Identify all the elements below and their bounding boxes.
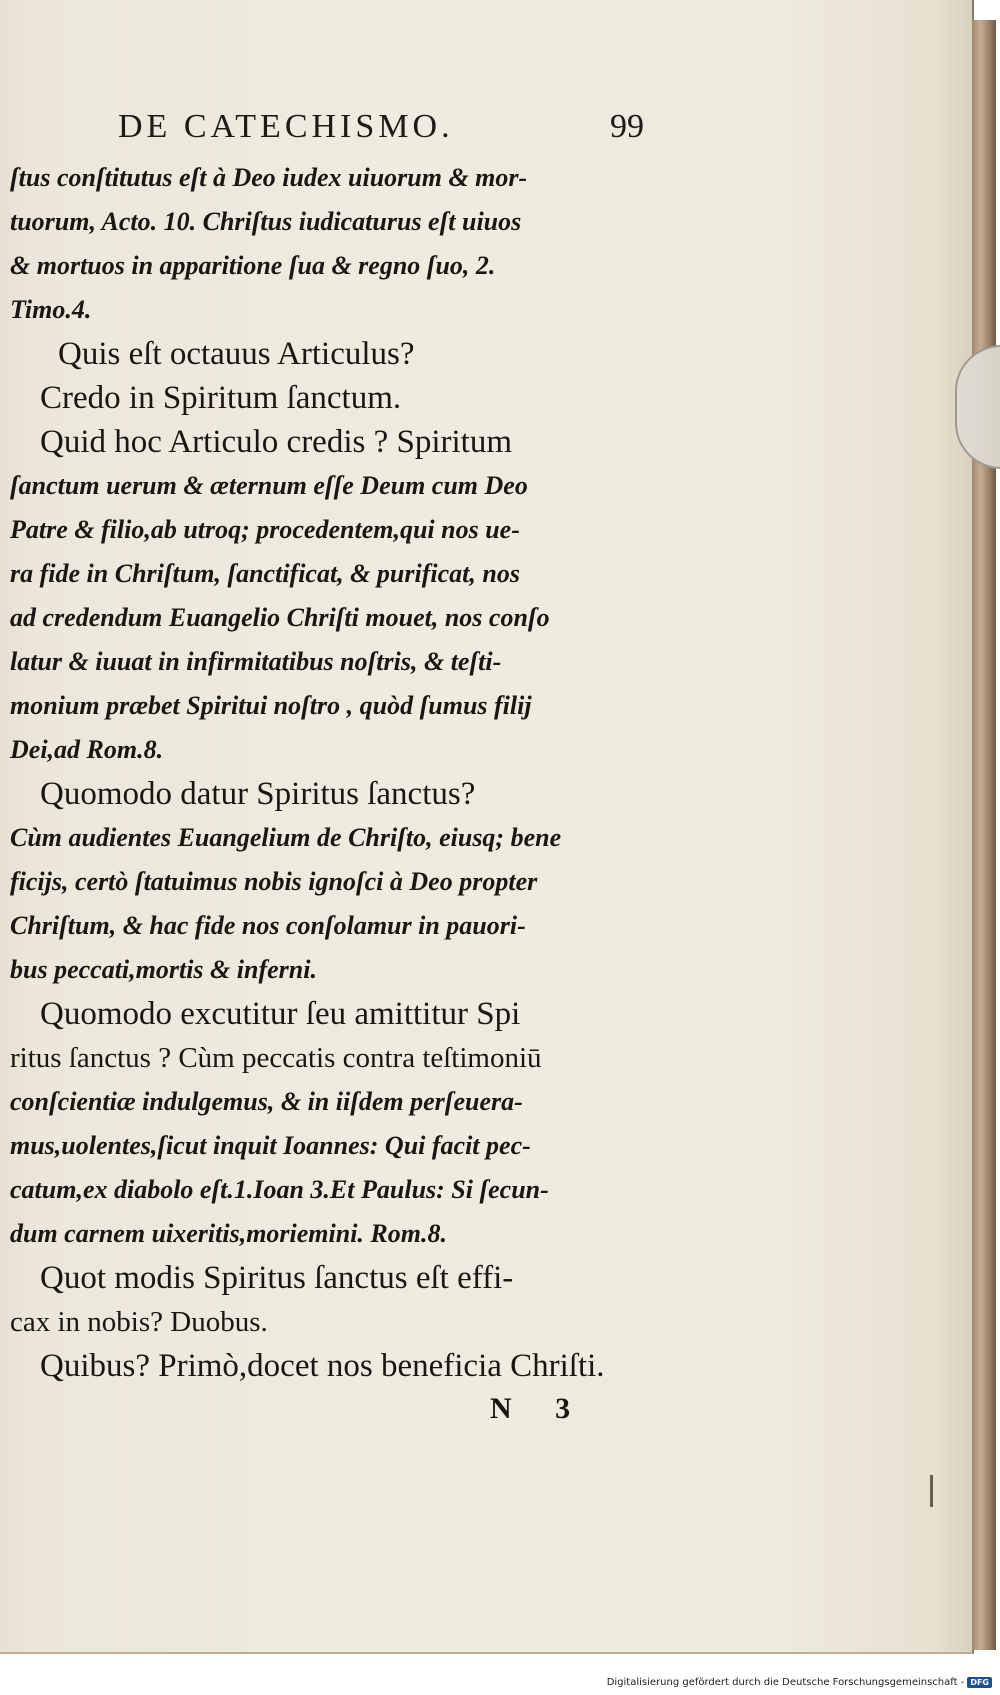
text-line: Quibus? Primò,docet nos beneficia Chriſti. bbox=[40, 1348, 605, 1384]
text-line: ſanctum uerum & æternum eſſe Deum cum Deo bbox=[10, 471, 528, 500]
text-line: ritus ſanctus ? Cùm peccatis contra teſtimoniū bbox=[10, 1042, 542, 1074]
text-line: catum,ex diabolo eſt.1.Ioan 3.Et Paulus: Si ſecun- bbox=[10, 1175, 549, 1204]
text-line: ſtus conſtitutus eſt à Deo iudex uiuorum & mor- bbox=[10, 163, 528, 192]
running-head bbox=[10, 108, 665, 156]
text-lines bbox=[10, 156, 665, 1388]
text-line: & mortuos in apparitione ſua & regno ſuo, 2. bbox=[10, 251, 496, 280]
text-line: Timo.4. bbox=[10, 295, 92, 324]
text-line: tuorum, Acto. 10. Chriſtus iudicaturus eſt uiuos bbox=[10, 207, 522, 236]
text-line: ad credendum Euangelio Chriſti mouet, nos conſo bbox=[10, 603, 550, 632]
book-edge bbox=[972, 20, 996, 1650]
text-line: cax in nobis? Duobus. bbox=[10, 1306, 268, 1338]
credit-text: Digitalisierung gefördert durch die Deutsche Forschungsgemeinschaft - bbox=[606, 1677, 965, 1688]
text-line: latur & iuuat in infirmitatibus noſtris, & teſti- bbox=[10, 647, 502, 676]
running-head-title: DE CATECHISMO. bbox=[118, 108, 454, 145]
text-line: Quis eſt octauus Articulus? bbox=[58, 336, 415, 372]
text-line: ficijs, certò ſtatuimus nobis ignoſci à Deo propter bbox=[10, 867, 538, 896]
ink-mark bbox=[930, 1475, 933, 1507]
signature-mark: N 3 bbox=[490, 1392, 589, 1425]
text-line: Chriſtum, & hac fide nos conſolamur in pauori- bbox=[10, 911, 526, 940]
text-line: Quomodo datur Spiritus ſanctus? bbox=[40, 776, 476, 812]
page-number: 99 bbox=[610, 108, 644, 145]
text-line: dum carnem uixeritis,moriemini. Rom.8. bbox=[10, 1219, 447, 1248]
page-text-block bbox=[10, 108, 665, 1388]
text-line: conſcientiæ indulgemus, & in iiſdem perſeuera- bbox=[10, 1087, 523, 1116]
text-line: bus peccati,mortis & inferni. bbox=[10, 955, 317, 984]
text-line: Quomodo excutitur ſeu amittitur Spi bbox=[40, 996, 521, 1032]
digitization-credit bbox=[607, 1677, 992, 1688]
text-line: Cùm audientes Euangelium de Chriſto, eiusq; bene bbox=[10, 823, 562, 852]
text-line: Quot modis Spiritus ſanctus eſt effi- bbox=[40, 1260, 514, 1296]
text-line: Quid hoc Articulo credis ? Spiritum bbox=[40, 424, 513, 460]
text-line: ra fide in Chriſtum, ſanctificat, & purificat, nos bbox=[10, 559, 520, 588]
text-line: Patre & filio,ab utroq; procedentem,qui nos ue- bbox=[10, 515, 520, 544]
text-line: Dei,ad Rom.8. bbox=[10, 735, 164, 764]
text-line: Credo in Spiritum ſanctum. bbox=[40, 380, 402, 416]
text-line: monium præbet Spiritui noſtro , quòd ſumus filij bbox=[10, 691, 532, 720]
dfg-logo: DFG bbox=[967, 1677, 992, 1688]
text-line: mus,uolentes,ſicut inquit Ioannes: Qui facit pec- bbox=[10, 1131, 531, 1160]
